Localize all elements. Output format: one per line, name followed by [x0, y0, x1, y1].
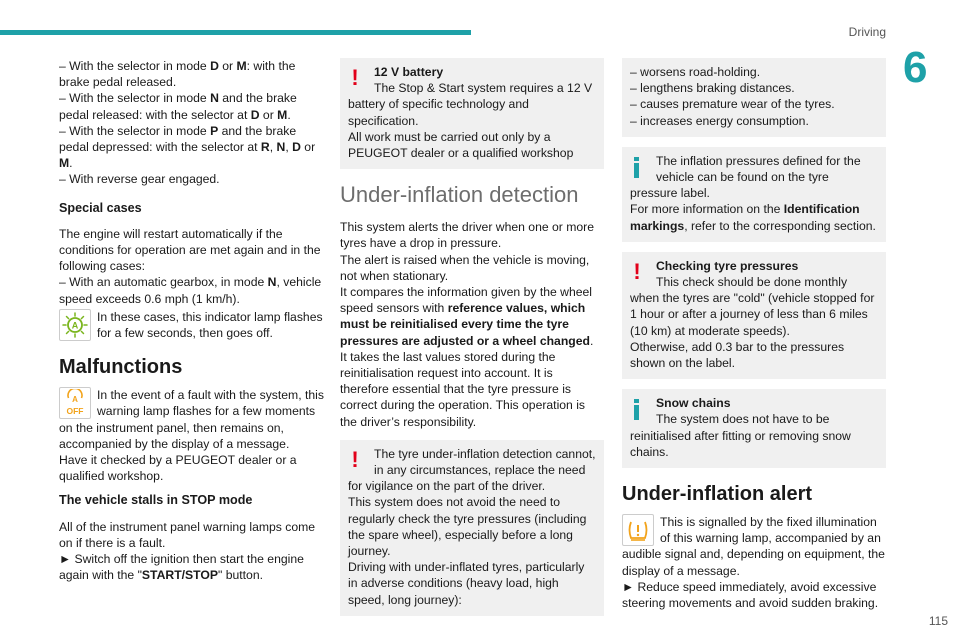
battery-title: 12 V battery	[374, 65, 444, 79]
info-icon	[630, 157, 644, 177]
underinflation-p1: This system alerts the driver when one or more tyres have a drop in pressure.	[340, 220, 595, 251]
inflation-info-b: For more information on the Identification markings, refer to the corresponding section.	[630, 202, 876, 233]
special-cases-text: The engine will restart automatically if the conditions for operation are met again and in the following cases:	[59, 226, 321, 274]
vigilance-warning-box	[340, 440, 604, 616]
special-cases-heading: Special cases	[59, 200, 142, 215]
consequence-item: – increases energy consumption.	[630, 113, 809, 128]
checking-title: Checking tyre pressures	[656, 258, 799, 273]
vigilance-text-a: The tyre under-inflation detection cannot, in any circumstances, replace the need for vigilance on the part of the driver.	[348, 446, 596, 494]
tyre-pressure-warning-lamp-icon	[622, 514, 654, 546]
warning-exclamation-icon: !	[351, 65, 359, 90]
battery-warning-box	[340, 58, 604, 169]
special-lamp-text: In these cases, this indicator lamp flashes for a few seconds, then goes off.	[97, 309, 323, 341]
stalls-text: All of the instrument panel warning lamps come on if there is a fault.	[59, 519, 316, 550]
inflation-info-a: The inflation pressures defined for the vehicle can be found on the tyre pressure label.	[630, 153, 861, 201]
consequences-box	[622, 58, 886, 137]
section-title: Driving	[848, 25, 886, 39]
alert-heading: Under-inflation alert	[622, 483, 813, 506]
malfunctions-text-2: Have it checked by a PEUGEOT dealer or a qualified workshop.	[59, 453, 297, 484]
snow-chains-info-box	[622, 389, 886, 468]
condition-item: – With the selector in mode N and the brake pedal released: with the selector at D or M.	[59, 91, 297, 122]
checking-text-a: This check should be done monthly when the tyres are "cold" (vehicle stopped for 1 hour or after a journey of less than 6 miles (10 km) at moderate speeds).	[630, 275, 875, 338]
condition-list	[59, 58, 325, 188]
warning-exclamation-icon: !	[633, 258, 641, 284]
svg-text:A: A	[71, 320, 79, 331]
column-right	[622, 58, 886, 611]
underinflation-p4: It takes the last values stored during the reinitialisation request into account. It is therefore essential that the tyre pressure is correct during the operation. This operation is the driver’s responsibility.	[340, 349, 586, 429]
stop-start-green-lamp-icon	[59, 309, 91, 341]
top-accent-bar	[0, 30, 471, 35]
alert-text: This is signalled by the fixed illumination of this warning lamp, accompanied by an audible signal and, depending on equipment, the display of a message.	[622, 515, 885, 578]
condition-item: – With reverse gear engaged.	[59, 172, 220, 187]
column-middle	[340, 58, 604, 626]
malfunctions-text: In the event of a fault with the system, this warning lamp flashes for a few moments on the instrument panel, then remains on, accompanied by the display of a message.	[59, 388, 324, 451]
warning-exclamation-icon: !	[351, 446, 359, 472]
vigilance-text-b: This system does not avoid the need to regularly check the tyre pressures (including the spare wheel), especially before a long journey.	[348, 495, 587, 559]
condition-item: – With the selector in mode P and the brake pedal depressed: with the selector at R, N, D or M.	[59, 123, 316, 171]
checking-warning-box	[622, 252, 886, 379]
battery-text: The Stop & Start system requires a 12 V battery of specific technology and specification.	[348, 81, 593, 128]
page-number: 115	[928, 614, 948, 628]
snow-title: Snow chains	[656, 396, 731, 411]
special-cases-item: – With an automatic gearbox, in mode N, vehicle speed exceeds 0.6 mph (1 km/h).	[59, 275, 322, 306]
column-left	[59, 58, 325, 583]
consequence-item: – causes premature wear of the tyres.	[630, 97, 835, 112]
checking-text-b: Otherwise, add 0.3 bar to the pressures shown on the label.	[630, 339, 845, 371]
consequence-item: – lengthens braking distances.	[630, 81, 795, 96]
underinflation-p3: It compares the information given by the wheel speed sensors with reference values, which must be reinitialised every time the tyre pressures are adjusted or a wheel changed.	[340, 285, 594, 348]
stop-start-off-lamp-icon	[59, 387, 91, 419]
alert-action: ► Reduce speed immediately, avoid excessive steering movements and avoid sudden braking.	[622, 579, 879, 611]
consequence-item: – worsens road-holding.	[630, 65, 761, 79]
vigilance-text-c: Driving with under-inflated tyres, particularly in adverse conditions (heavy load, high speed, long journey):	[348, 560, 585, 607]
underinflation-p2: The alert is raised when the vehicle is moving, not when stationary.	[340, 252, 590, 283]
svg-text:A: A	[72, 395, 78, 405]
svg-text:OFF: OFF	[66, 406, 84, 417]
malfunctions-heading: Malfunctions	[59, 356, 183, 379]
info-icon	[630, 399, 644, 419]
underinflation-heading: Under-inflation detection	[340, 182, 579, 208]
chapter-number: 6	[903, 43, 928, 92]
stalls-action: ► Switch off the ignition then start the engine again with the "START/STOP" button.	[59, 552, 304, 583]
stalls-heading: The vehicle stalls in STOP mode	[59, 493, 253, 508]
battery-text-2: All work must be carried out only by a PEUGEOT dealer or a qualified workshop	[348, 129, 574, 161]
snow-text: The system does not have to be reinitialised after fitting or removing snow chains.	[630, 412, 851, 459]
condition-item: – With the selector in mode D or M: with the brake pedal released.	[59, 59, 296, 90]
inflation-info-box	[622, 147, 886, 242]
